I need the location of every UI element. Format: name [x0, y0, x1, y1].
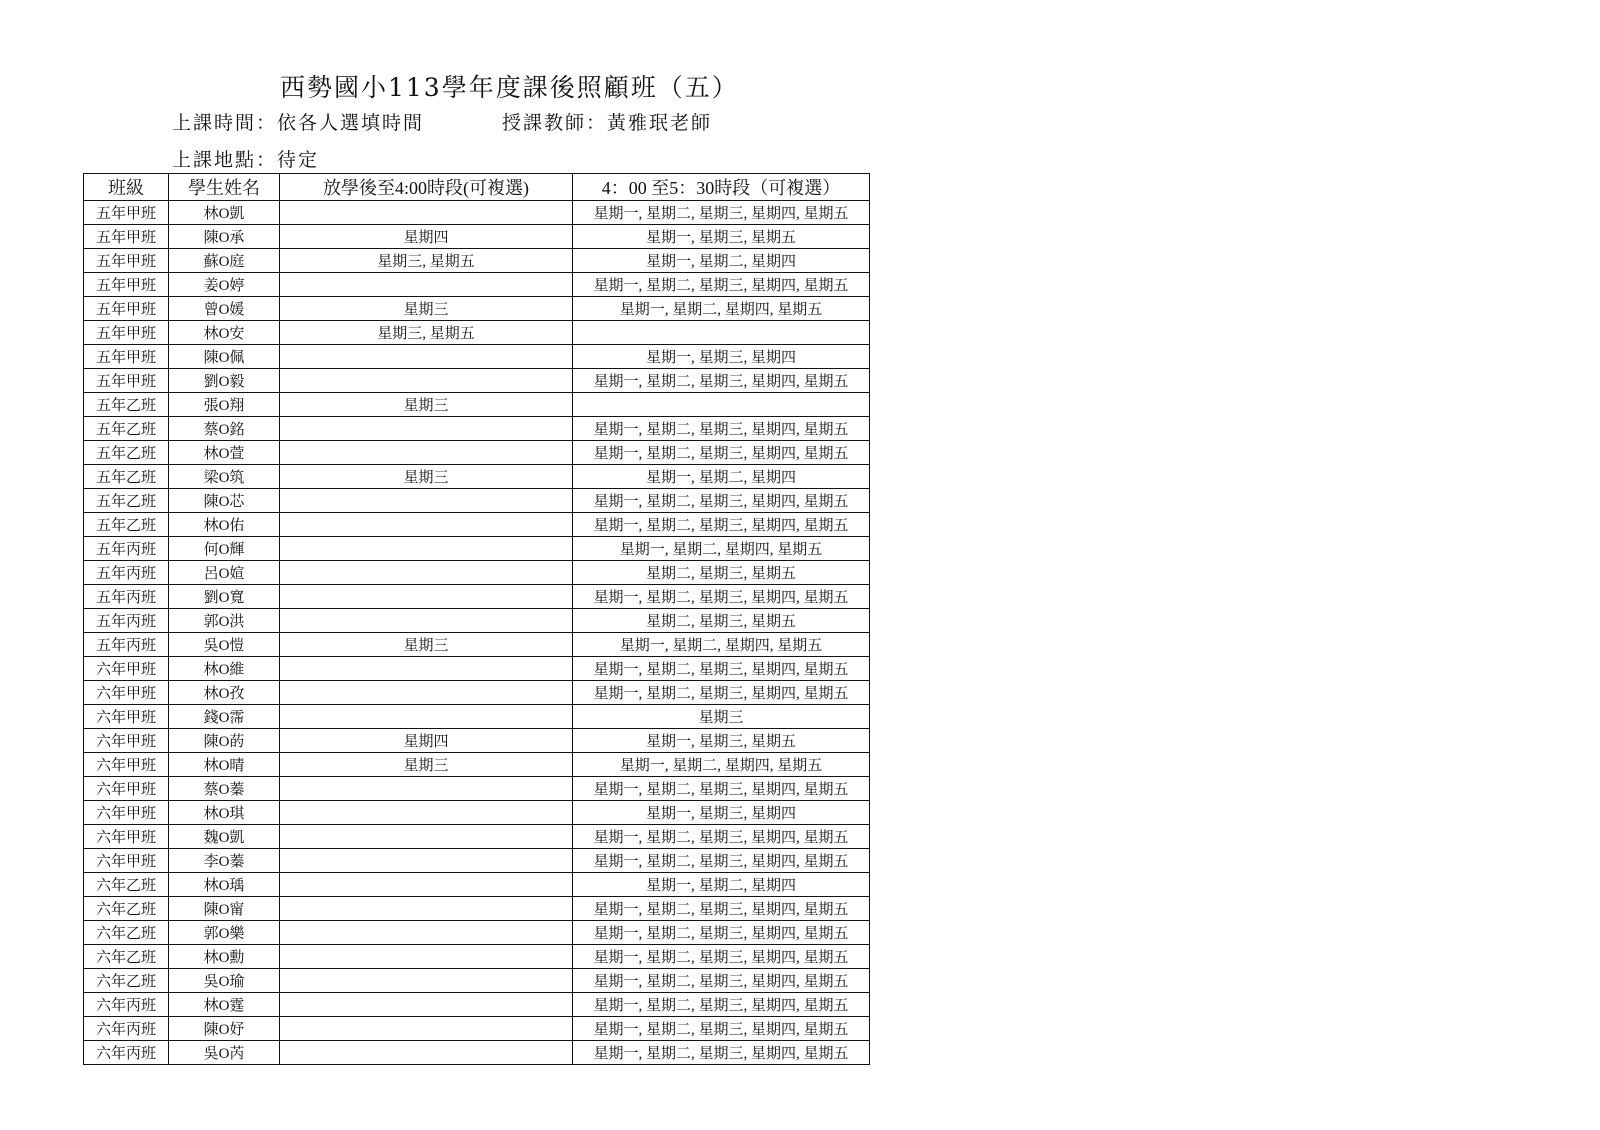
cell-class: 六年甲班 [84, 777, 169, 801]
cell-class: 六年乙班 [84, 897, 169, 921]
cell-student-name: 錢O霈 [169, 705, 280, 729]
cell-4pm-to-530pm: 星期一, 星期二, 星期三, 星期四, 星期五 [573, 417, 870, 441]
table-body [84, 201, 870, 1065]
cell-student-name: 林O晴 [169, 753, 280, 777]
table-row [84, 441, 870, 465]
cell-after-school-to-4pm [280, 417, 573, 441]
cell-class: 六年甲班 [84, 825, 169, 849]
cell-after-school-to-4pm [280, 441, 573, 465]
cell-4pm-to-530pm: 星期一, 星期二, 星期三, 星期四, 星期五 [573, 369, 870, 393]
table-row [84, 777, 870, 801]
cell-after-school-to-4pm [280, 825, 573, 849]
cell-student-name: 蘇O庭 [169, 249, 280, 273]
cell-after-school-to-4pm [280, 1041, 573, 1065]
cell-4pm-to-530pm: 星期一, 星期二, 星期三, 星期四, 星期五 [573, 1041, 870, 1065]
header-student-name: 學生姓名 [169, 174, 280, 201]
cell-after-school-to-4pm [280, 273, 573, 297]
table-row [84, 633, 870, 657]
table-row [84, 417, 870, 441]
cell-class: 五年乙班 [84, 417, 169, 441]
cell-after-school-to-4pm [280, 369, 573, 393]
class-location: 上課地點：待定 [172, 149, 320, 171]
table-row [84, 465, 870, 489]
table-row [84, 993, 870, 1017]
table-row [84, 945, 870, 969]
cell-after-school-to-4pm [280, 201, 573, 225]
teacher-name: 授課教師：黃雅珉老師 [502, 112, 713, 134]
table-row [84, 825, 870, 849]
cell-4pm-to-530pm: 星期一, 星期二, 星期三, 星期四, 星期五 [573, 897, 870, 921]
cell-4pm-to-530pm: 星期一, 星期二, 星期三, 星期四, 星期五 [573, 441, 870, 465]
table-row [84, 561, 870, 585]
class-time: 上課時間：依各人選填時間 [172, 112, 425, 134]
cell-class: 六年乙班 [84, 873, 169, 897]
cell-class: 五年乙班 [84, 441, 169, 465]
table-row [84, 273, 870, 297]
cell-4pm-to-530pm: 星期一, 星期二, 星期三, 星期四, 星期五 [573, 777, 870, 801]
cell-after-school-to-4pm [280, 681, 573, 705]
cell-student-name: 林O琪 [169, 801, 280, 825]
cell-class: 六年乙班 [84, 945, 169, 969]
cell-class: 五年丙班 [84, 561, 169, 585]
header-4pm-to-530pm: 4：00 至5：30時段（可複選） [573, 174, 870, 201]
cell-class: 五年甲班 [84, 345, 169, 369]
cell-after-school-to-4pm [280, 345, 573, 369]
cell-student-name: 張O翔 [169, 393, 280, 417]
table-row [84, 921, 870, 945]
table-row [84, 537, 870, 561]
table-row [84, 681, 870, 705]
table-row [84, 297, 870, 321]
cell-4pm-to-530pm: 星期二, 星期三, 星期五 [573, 609, 870, 633]
cell-student-name: 李O蓁 [169, 849, 280, 873]
cell-after-school-to-4pm [280, 1017, 573, 1041]
cell-after-school-to-4pm: 星期三 [280, 297, 573, 321]
cell-student-name: 吳O芮 [169, 1041, 280, 1065]
table-row [84, 393, 870, 417]
cell-after-school-to-4pm [280, 537, 573, 561]
cell-4pm-to-530pm: 星期一, 星期二, 星期三, 星期四, 星期五 [573, 825, 870, 849]
cell-after-school-to-4pm: 星期三, 星期五 [280, 321, 573, 345]
cell-after-school-to-4pm [280, 585, 573, 609]
cell-class: 五年丙班 [84, 609, 169, 633]
cell-4pm-to-530pm: 星期一, 星期二, 星期四 [573, 873, 870, 897]
cell-student-name: 林O凱 [169, 201, 280, 225]
cell-class: 五年甲班 [84, 249, 169, 273]
cell-4pm-to-530pm: 星期一, 星期二, 星期三, 星期四, 星期五 [573, 273, 870, 297]
cell-after-school-to-4pm [280, 921, 573, 945]
table-row [84, 1017, 870, 1041]
cell-student-name: 蔡O蓁 [169, 777, 280, 801]
cell-class: 六年乙班 [84, 921, 169, 945]
cell-class: 六年甲班 [84, 657, 169, 681]
cell-class: 五年甲班 [84, 201, 169, 225]
cell-after-school-to-4pm [280, 609, 573, 633]
cell-after-school-to-4pm: 星期三 [280, 465, 573, 489]
cell-after-school-to-4pm: 星期四 [280, 225, 573, 249]
cell-4pm-to-530pm: 星期一, 星期二, 星期三, 星期四, 星期五 [573, 945, 870, 969]
table-row [84, 897, 870, 921]
header-class: 班級 [84, 174, 169, 201]
cell-after-school-to-4pm [280, 897, 573, 921]
cell-after-school-to-4pm [280, 489, 573, 513]
cell-student-name: 林O安 [169, 321, 280, 345]
cell-4pm-to-530pm: 星期三 [573, 705, 870, 729]
cell-class: 六年甲班 [84, 681, 169, 705]
cell-4pm-to-530pm: 星期一, 星期二, 星期三, 星期四, 星期五 [573, 921, 870, 945]
table-header-row [84, 174, 870, 201]
cell-4pm-to-530pm: 星期一, 星期二, 星期四, 星期五 [573, 633, 870, 657]
cell-student-name: 郭O樂 [169, 921, 280, 945]
cell-after-school-to-4pm [280, 801, 573, 825]
cell-student-name: 劉O毅 [169, 369, 280, 393]
cell-4pm-to-530pm: 星期一, 星期二, 星期三, 星期四, 星期五 [573, 1017, 870, 1041]
cell-after-school-to-4pm: 星期三 [280, 753, 573, 777]
cell-after-school-to-4pm: 星期三 [280, 393, 573, 417]
table-row [84, 705, 870, 729]
page-title: 西勢國小113學年度課後照顧班（五） [280, 73, 739, 102]
cell-class: 五年丙班 [84, 585, 169, 609]
cell-student-name: 林O瑀 [169, 873, 280, 897]
cell-4pm-to-530pm: 星期一, 星期二, 星期三, 星期四, 星期五 [573, 201, 870, 225]
cell-4pm-to-530pm: 星期一, 星期二, 星期三, 星期四, 星期五 [573, 969, 870, 993]
table-row [84, 369, 870, 393]
cell-student-name: 林O維 [169, 657, 280, 681]
table-row [84, 849, 870, 873]
cell-after-school-to-4pm: 星期四 [280, 729, 573, 753]
table-row [84, 225, 870, 249]
header-after-school-to-4pm: 放學後至4:00時段(可複選) [280, 174, 573, 201]
cell-after-school-to-4pm [280, 945, 573, 969]
cell-after-school-to-4pm [280, 969, 573, 993]
cell-4pm-to-530pm: 星期一, 星期三, 星期五 [573, 729, 870, 753]
cell-class: 五年甲班 [84, 297, 169, 321]
table-row [84, 969, 870, 993]
cell-4pm-to-530pm [573, 393, 870, 417]
cell-student-name: 姜O婷 [169, 273, 280, 297]
cell-class: 六年乙班 [84, 969, 169, 993]
cell-class: 五年甲班 [84, 369, 169, 393]
table-row [84, 513, 870, 537]
cell-4pm-to-530pm: 星期一, 星期三, 星期五 [573, 225, 870, 249]
cell-4pm-to-530pm: 星期一, 星期二, 星期四, 星期五 [573, 297, 870, 321]
cell-after-school-to-4pm [280, 561, 573, 585]
cell-after-school-to-4pm [280, 513, 573, 537]
cell-after-school-to-4pm: 星期三, 星期五 [280, 249, 573, 273]
table-row [84, 729, 870, 753]
table-row [84, 753, 870, 777]
cell-student-name: 陳O菂 [169, 729, 280, 753]
cell-student-name: 何O輝 [169, 537, 280, 561]
cell-class: 五年乙班 [84, 489, 169, 513]
cell-after-school-to-4pm [280, 777, 573, 801]
cell-4pm-to-530pm: 星期一, 星期二, 星期三, 星期四, 星期五 [573, 657, 870, 681]
cell-after-school-to-4pm [280, 849, 573, 873]
cell-student-name: 林O佑 [169, 513, 280, 537]
cell-after-school-to-4pm: 星期三 [280, 633, 573, 657]
cell-class: 五年丙班 [84, 633, 169, 657]
cell-4pm-to-530pm [573, 321, 870, 345]
cell-class: 六年甲班 [84, 849, 169, 873]
cell-class: 六年甲班 [84, 705, 169, 729]
table-row [84, 609, 870, 633]
cell-4pm-to-530pm: 星期一, 星期二, 星期三, 星期四, 星期五 [573, 585, 870, 609]
cell-student-name: 陳O芯 [169, 489, 280, 513]
cell-class: 五年乙班 [84, 393, 169, 417]
table-row [84, 201, 870, 225]
cell-4pm-to-530pm: 星期一, 星期三, 星期四 [573, 801, 870, 825]
cell-class: 五年甲班 [84, 273, 169, 297]
cell-student-name: 劉O寬 [169, 585, 280, 609]
cell-student-name: 陳O甯 [169, 897, 280, 921]
cell-class: 六年甲班 [84, 753, 169, 777]
cell-student-name: 呂O媗 [169, 561, 280, 585]
table-row [84, 801, 870, 825]
cell-4pm-to-530pm: 星期一, 星期二, 星期四 [573, 249, 870, 273]
cell-after-school-to-4pm [280, 705, 573, 729]
cell-4pm-to-530pm: 星期一, 星期二, 星期四, 星期五 [573, 753, 870, 777]
cell-4pm-to-530pm: 星期一, 星期二, 星期四, 星期五 [573, 537, 870, 561]
table-row [84, 585, 870, 609]
cell-student-name: 陳O妤 [169, 1017, 280, 1041]
cell-student-name: 吳O愷 [169, 633, 280, 657]
cell-class: 六年丙班 [84, 993, 169, 1017]
cell-4pm-to-530pm: 星期一, 星期二, 星期三, 星期四, 星期五 [573, 513, 870, 537]
cell-student-name: 陳O佩 [169, 345, 280, 369]
cell-student-name: 林O孜 [169, 681, 280, 705]
cell-student-name: 林O霆 [169, 993, 280, 1017]
cell-student-name: 魏O凱 [169, 825, 280, 849]
cell-student-name: 林O勳 [169, 945, 280, 969]
cell-student-name: 曾O媛 [169, 297, 280, 321]
cell-after-school-to-4pm [280, 657, 573, 681]
table-row [84, 489, 870, 513]
cell-class: 六年丙班 [84, 1041, 169, 1065]
cell-after-school-to-4pm [280, 993, 573, 1017]
cell-4pm-to-530pm: 星期一, 星期三, 星期四 [573, 345, 870, 369]
cell-4pm-to-530pm: 星期一, 星期二, 星期三, 星期四, 星期五 [573, 489, 870, 513]
table-row [84, 1041, 870, 1065]
cell-after-school-to-4pm [280, 873, 573, 897]
cell-4pm-to-530pm: 星期一, 星期二, 星期三, 星期四, 星期五 [573, 681, 870, 705]
cell-4pm-to-530pm: 星期二, 星期三, 星期五 [573, 561, 870, 585]
cell-4pm-to-530pm: 星期一, 星期二, 星期三, 星期四, 星期五 [573, 993, 870, 1017]
cell-class: 六年甲班 [84, 729, 169, 753]
table-row [84, 345, 870, 369]
cell-student-name: 陳O承 [169, 225, 280, 249]
table-row [84, 657, 870, 681]
cell-student-name: 郭O洪 [169, 609, 280, 633]
cell-class: 五年甲班 [84, 225, 169, 249]
cell-student-name: 梁O筑 [169, 465, 280, 489]
cell-class: 五年丙班 [84, 537, 169, 561]
cell-student-name: 吳O瑜 [169, 969, 280, 993]
cell-class: 六年丙班 [84, 1017, 169, 1041]
cell-class: 六年甲班 [84, 801, 169, 825]
cell-4pm-to-530pm: 星期一, 星期二, 星期四 [573, 465, 870, 489]
table-row [84, 873, 870, 897]
cell-student-name: 林O萱 [169, 441, 280, 465]
table-row [84, 249, 870, 273]
cell-class: 五年乙班 [84, 513, 169, 537]
cell-class: 五年乙班 [84, 465, 169, 489]
student-roster-table [83, 173, 870, 1065]
cell-student-name: 蔡O銘 [169, 417, 280, 441]
table-row [84, 321, 870, 345]
cell-4pm-to-530pm: 星期一, 星期二, 星期三, 星期四, 星期五 [573, 849, 870, 873]
cell-class: 五年甲班 [84, 321, 169, 345]
